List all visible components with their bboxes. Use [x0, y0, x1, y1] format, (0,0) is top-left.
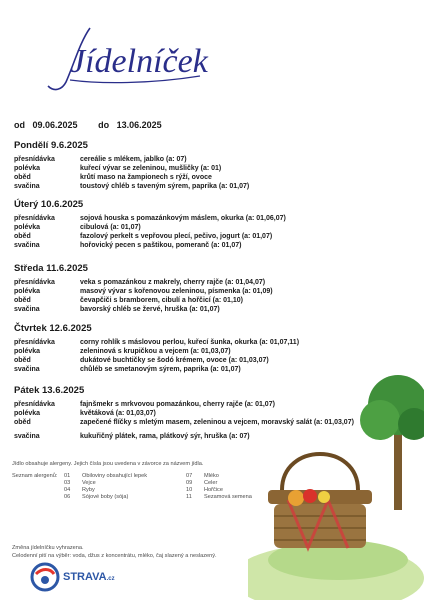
- meal-text: veka s pomazánkou z makrely, cherry rajče (a: 01,04,07): [80, 279, 266, 286]
- allergen-num: 10: [186, 487, 193, 493]
- meal-label: svačina: [14, 366, 40, 373]
- allergen-num: 11: [186, 494, 192, 500]
- allergen-name: Ryby: [82, 487, 95, 493]
- meal-text: krůtí maso na žampionech s rýží, ovoce: [80, 174, 212, 181]
- meal-label: polévka: [14, 410, 41, 417]
- allergen-num: 01: [64, 473, 71, 479]
- allergen-name: Celer: [204, 480, 218, 486]
- meal-label: přesnídávka: [14, 279, 55, 286]
- allergen-num: 07: [186, 473, 193, 479]
- day-heading: Úterý 10.6.2025: [14, 199, 84, 210]
- strava-logo-text: STRAVA.cz: [63, 571, 115, 583]
- meal-text: zeleninová s krupičkou a vejcem (a: 01,03,07): [80, 348, 231, 355]
- meal-row: [14, 296, 414, 305]
- allergen-name: Mléko: [204, 473, 219, 479]
- tree-crown-left: [360, 400, 400, 440]
- title-script: [40, 22, 210, 96]
- drinks-note: Celodenní pití na výběr: voda, džus z koncentrátu, mléko, čaj slazený a neslazený.: [12, 553, 217, 559]
- meal-row: [14, 214, 414, 223]
- meal-text: květáková (a: 01,03,07): [80, 410, 156, 417]
- meal-row: [14, 305, 414, 314]
- allergen-name: Vejce: [82, 480, 96, 486]
- allergen-list: [64, 473, 264, 500]
- meal-text: masový vývar s kořenovou zeleninou, písmenka (a: 01,09): [80, 288, 273, 295]
- allergen-name: Sójové boby (sója): [82, 494, 129, 500]
- meal-text: chůléb se smetanovým sýrem, paprika (a: 01,07): [80, 366, 241, 373]
- meal-label: oběd: [14, 297, 31, 304]
- meal-row: [14, 278, 414, 287]
- date-from-label: od: [14, 120, 25, 130]
- menu-change-note: Změna jídelníčku vyhrazena.: [12, 545, 84, 551]
- allergen-note: Jídlo obsahuje alergeny. Jejich čísla jsou uvedena v závorce za názvem jídla.: [12, 461, 204, 467]
- meal-text: zapečené flíčky s mletým masem, zeleninou a vejcem, moravský salát (a: 01,03,07): [80, 419, 354, 426]
- page-title: [40, 22, 210, 96]
- title-text: Jídelníček: [70, 43, 208, 80]
- allergen-name: Sezamová semena: [204, 494, 252, 500]
- meal-row: [14, 232, 414, 241]
- meal-label: svačina: [14, 242, 40, 249]
- meal-label: polévka: [14, 348, 41, 355]
- orange-fruit: [288, 490, 304, 506]
- day-monday: [14, 140, 414, 191]
- allergen-num: 06: [64, 494, 71, 500]
- meal-label: přesnídávka: [14, 339, 55, 346]
- basket-body: [274, 504, 366, 548]
- date-to-label: do: [98, 120, 110, 130]
- strava-logo: [30, 562, 115, 592]
- meal-row: [14, 155, 414, 164]
- meal-row: [14, 241, 414, 250]
- tree-trunk: [394, 430, 402, 510]
- date-period: [14, 120, 162, 130]
- picnic-illustration: [248, 350, 424, 600]
- meal-text: hořovický pecen s paštikou, pomeranč (a: 01,07): [80, 242, 242, 249]
- meal-row: [14, 164, 414, 173]
- meal-text: cibulová (a: 01,07): [80, 224, 141, 231]
- meal-text: bavorský chléb se žervé, hruška (a: 01,07): [80, 306, 220, 313]
- day-wednesday: [14, 263, 414, 314]
- apple-fruit: [303, 489, 317, 503]
- allergen-num: 03: [64, 480, 71, 486]
- allergen-num: 04: [64, 487, 71, 493]
- meal-label: polévka: [14, 224, 41, 231]
- meal-text: sojová houska s pomazánkovým máslem, okurka (a: 01,06,07): [80, 215, 286, 222]
- meal-label: polévka: [14, 165, 41, 172]
- meal-text: cereálie s mlékem, jablko (a: 07): [80, 156, 187, 163]
- meal-row: [14, 287, 414, 296]
- meal-label: oběd: [14, 419, 31, 426]
- day-tuesday: [14, 199, 414, 250]
- meal-label: svačina: [14, 433, 40, 440]
- meal-label: oběd: [14, 233, 31, 240]
- meal-text: čevapčiči s bramborem, cibulí a hořčicí (a: 01,10): [80, 297, 244, 304]
- meal-label: polévka: [14, 288, 41, 295]
- lemon-fruit: [318, 491, 330, 503]
- meal-row: [14, 182, 414, 191]
- day-heading: Pondělí 9.6.2025: [14, 140, 88, 151]
- meal-label: přesnídávka: [14, 215, 55, 222]
- allergen-num: 09: [186, 480, 193, 486]
- meal-text: fazolový perkelt s vepřovou plecí, pečivo, jogurt (a: 01,07): [80, 233, 273, 240]
- meal-label: oběd: [14, 357, 31, 364]
- meal-label: svačina: [14, 306, 40, 313]
- meal-row: [14, 338, 414, 347]
- strava-logo-icon: [30, 562, 60, 592]
- meal-text: fajnšmekr s mrkvovou pomazánkou, cherry rajče (a: 01,07): [80, 401, 275, 408]
- meal-text: kuřecí vývar se zeleninou, mušličky (a: 01): [80, 165, 222, 172]
- day-heading: Pátek 13.6.2025: [14, 385, 85, 396]
- day-heading: Čtvrtek 12.6.2025: [14, 323, 92, 334]
- meal-label: přesnídávka: [14, 401, 55, 408]
- meal-label: oběd: [14, 174, 31, 181]
- meal-text: dukátové buchtičky se šodó krémem, ovoce (a: 01,03,07): [80, 357, 269, 364]
- allergen-title: Seznam alergenů:: [12, 473, 58, 479]
- basket-handle: [282, 454, 358, 490]
- day-heading: Středa 11.6.2025: [14, 263, 88, 274]
- allergen-name: Hořčice: [204, 487, 223, 493]
- date-to: 13.06.2025: [116, 120, 162, 130]
- meal-label: svačina: [14, 183, 40, 190]
- meal-row: [14, 173, 414, 182]
- date-from: 09.06.2025: [32, 120, 78, 130]
- allergen-name: Obiloviny obsahující lepek: [82, 473, 147, 479]
- meal-row: [14, 223, 414, 232]
- meal-text: toustový chléb s taveným sýrem, paprika (a: 01,07): [80, 183, 250, 190]
- meal-text: corny rohlík s máslovou perlou, kuřecí šunka, okurka (a: 01,07,11): [80, 339, 300, 346]
- meal-text: kukuřičný plátek, rama, plátkový sýr, hruška (a: 07): [80, 433, 250, 440]
- meal-label: přesnídávka: [14, 156, 55, 163]
